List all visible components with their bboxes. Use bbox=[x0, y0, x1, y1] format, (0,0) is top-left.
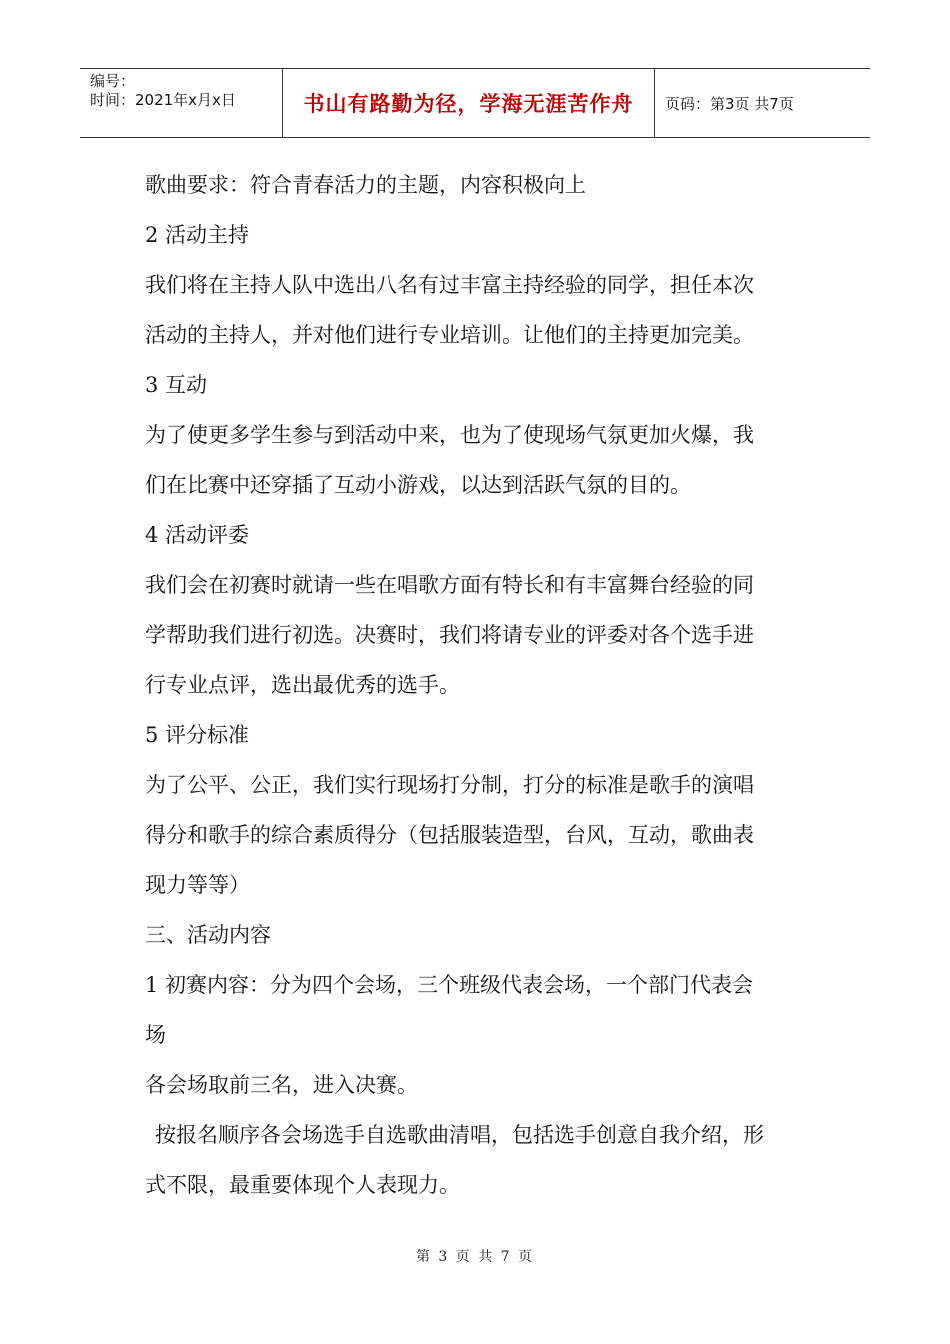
body-line: 为了使更多学生参与到活动中来，也为了使现场气氛更加火爆，我 bbox=[145, 423, 754, 447]
section-heading: 2 活动主持 bbox=[145, 223, 250, 247]
header-page-info: 页码：第3页 共7页 bbox=[665, 94, 794, 113]
document-date: 时间：2021年x月x日 bbox=[90, 91, 236, 109]
header-motto: 书山有路勤为径，学海无涯苦作舟 bbox=[283, 69, 655, 137]
body-line: 我们会在初赛时就请一些在唱歌方面有特长和有丰富舞台经验的同 bbox=[145, 573, 754, 597]
section-heading: 三、活动内容 bbox=[145, 923, 271, 947]
body-line: 为了公平、公正，我们实行现场打分制，打分的标准是歌手的演唱 bbox=[145, 773, 754, 797]
body-line: 我们将在主持人队中选出八名有过丰富主持经验的同学，担任本次 bbox=[145, 273, 754, 297]
body-line: 行专业点评，选出最优秀的选手。 bbox=[145, 673, 460, 697]
section-heading: 5 评分标准 bbox=[145, 723, 250, 747]
body-line: 1 初赛内容：分为四个会场，三个班级代表会场，一个部门代表会 bbox=[145, 973, 754, 997]
body-line: 各会场取前三名，进入决赛。 bbox=[145, 1073, 418, 1097]
document-number-label: 编号： bbox=[90, 72, 136, 90]
header-table bbox=[80, 68, 870, 138]
body-line: 得分和歌手的综合素质得分（包括服装造型，台风，互动，歌曲表 bbox=[145, 823, 754, 847]
body-line: 活动的主持人，并对他们进行专业培训。让他们的主持更加完美。 bbox=[145, 323, 754, 347]
page-footer: 第 3 页 共 7 页 bbox=[415, 1249, 535, 1265]
document-body bbox=[145, 160, 805, 1210]
body-line: 歌曲要求：符合青春活力的主题，内容积极向上 bbox=[145, 173, 586, 197]
body-line: 按报名顺序各会场选手自选歌曲清唱，包括选手创意自我介绍，形 bbox=[155, 1123, 764, 1147]
body-line: 现力等等） bbox=[145, 873, 250, 897]
section-heading: 4 活动评委 bbox=[145, 523, 250, 547]
body-line: 们在比赛中还穿插了互动小游戏，以达到活跃气氛的目的。 bbox=[145, 473, 691, 497]
body-line: 式不限，最重要体现个人表现力。 bbox=[145, 1173, 460, 1197]
section-heading: 3 互动 bbox=[145, 373, 208, 397]
body-line: 场 bbox=[145, 1023, 166, 1047]
body-line: 学帮助我们进行初选。决赛时，我们将请专业的评委对各个选手进 bbox=[145, 623, 754, 647]
header-meta bbox=[80, 69, 283, 137]
